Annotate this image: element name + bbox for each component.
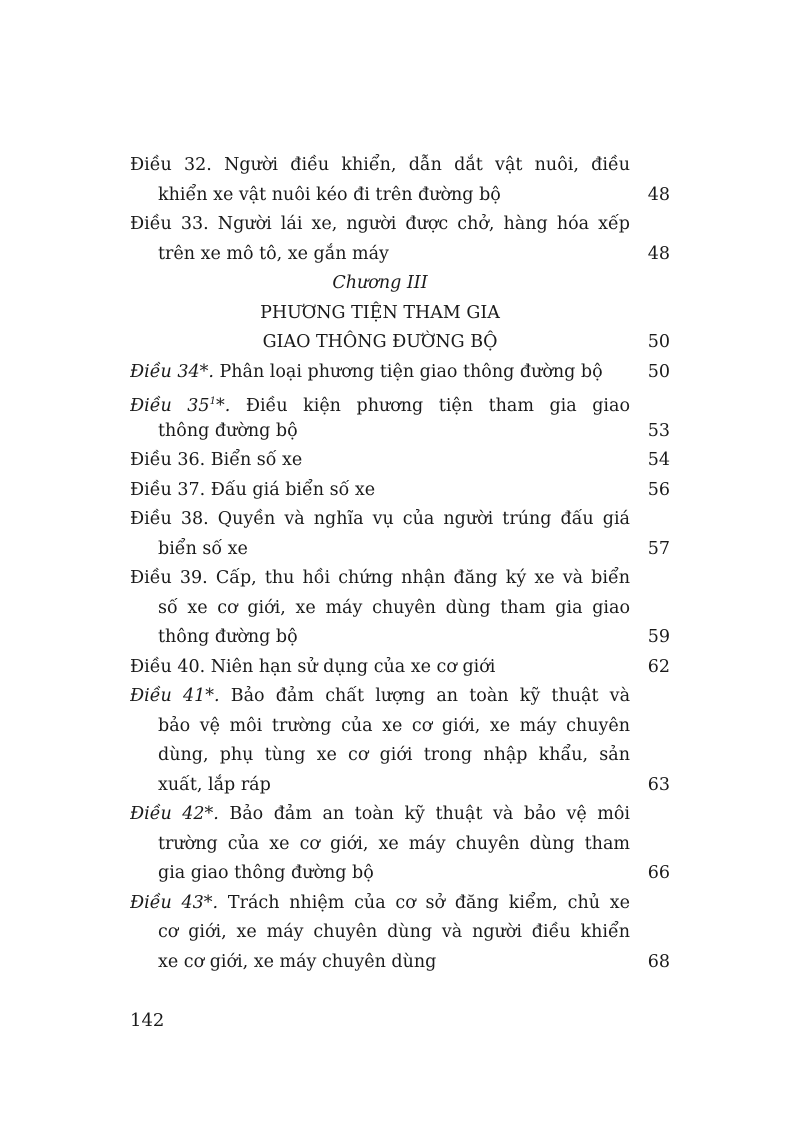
toc-entry-36-line-1	[130, 446, 670, 476]
toc-entry-35-line-1	[130, 387, 670, 417]
article-number: Điều 41*.	[130, 686, 220, 706]
article-title: Biển số xe	[210, 450, 303, 470]
chapter-heading: GIAO THÔNG ĐƯỜNG BỘ	[262, 332, 498, 352]
article-title: Phân loại phương tiện giao thông đường bộ	[219, 361, 603, 382]
footnote-superscript: 1	[209, 396, 216, 407]
article-number-main: Điều 35	[130, 395, 210, 416]
article-title: Điều kiện phương tiện tham gia giao	[245, 395, 630, 416]
article-number: Điều 32.	[130, 155, 212, 175]
toc-entry-38-line-2	[130, 535, 670, 565]
article-number: Điều 39.	[130, 568, 208, 588]
toc-entry-40-line-1	[130, 653, 670, 683]
toc-entry-42-line-2	[130, 830, 670, 860]
chapter-heading-line-2	[130, 328, 670, 358]
article-title: Cấp, thu hồi chứng nhận đăng ký xe và biển	[215, 568, 630, 588]
toc-entry-41-line-1	[130, 682, 670, 712]
article-title: Bảo đảm chất lượng an toàn kỹ thuật và	[230, 686, 630, 706]
toc-page-number: 50	[647, 332, 670, 352]
toc-entry-39-line-1	[130, 564, 670, 594]
article-number: Điều 37.	[130, 479, 206, 500]
toc-entry-35-line-2	[130, 417, 670, 447]
chapter-label: Chương III	[332, 273, 428, 293]
article-number: Điều 34*.	[130, 361, 214, 382]
toc-page-number: 62	[647, 656, 670, 677]
article-number: Điều 40.	[130, 656, 206, 677]
toc-page-number: 50	[647, 361, 670, 382]
toc-entry-39-line-3	[130, 623, 670, 653]
toc-page-number: 59	[647, 627, 670, 647]
article-number: Điều 33.	[130, 214, 209, 234]
article-number: Điều 38.	[130, 509, 209, 529]
toc-entry-33-line-1	[130, 210, 670, 240]
toc-entry-43-line-2	[130, 918, 670, 948]
article-title: Người lái xe, người được chở, hàng hóa xếp	[217, 214, 630, 234]
article-title: trường của xe cơ giới, xe máy chuyên dùng tham	[158, 833, 630, 854]
toc-entry-43-line-1	[130, 889, 670, 919]
toc-entry-41-line-3	[130, 741, 670, 771]
toc-entry-32-line-1	[130, 151, 670, 181]
article-number: Điều 36.	[130, 450, 206, 470]
toc-entry-41-line-2	[130, 712, 670, 742]
article-title: Niên hạn sử dụng của xe cơ giới	[210, 656, 496, 677]
article-title: thông đường bộ	[158, 627, 298, 647]
article-title: Bảo đảm an toàn kỹ thuật và bảo vệ môi	[229, 804, 630, 824]
article-title: thông đường bộ	[158, 420, 298, 441]
toc-entry-43-line-3	[130, 948, 670, 978]
article-title: số xe cơ giới, xe máy chuyên dùng tham gia giao	[158, 597, 630, 618]
toc-entry-34-line-1	[130, 358, 670, 388]
toc-page-number: 68	[647, 951, 670, 972]
article-title: xe cơ giới, xe máy chuyên dùng	[158, 951, 437, 972]
toc-page-number: 48	[647, 243, 670, 264]
article-title: biển số xe	[158, 538, 248, 559]
article-title: cơ giới, xe máy chuyên dùng và người điều khiển	[158, 922, 630, 942]
article-title: Người điều khiển, dẫn dắt vật nuôi, điều	[224, 155, 630, 175]
toc-page-number: 54	[647, 450, 670, 470]
article-number-suffix: *.	[215, 395, 231, 416]
toc-entry-41-line-4	[130, 771, 670, 801]
chapter-label-line	[130, 269, 670, 299]
chapter-heading: PHƯƠNG TIỆN THAM GIA	[260, 302, 500, 323]
toc-page-number: 63	[647, 774, 670, 795]
toc-page-number: 56	[647, 479, 670, 500]
toc-page-number: 48	[647, 184, 670, 205]
article-title: bảo vệ môi trường của xe cơ giới, xe máy chuyên	[158, 715, 630, 736]
article-title: Trách nhiệm của cơ sở đăng kiểm, chủ xe	[227, 892, 630, 913]
toc-entry-32-line-2	[130, 181, 670, 211]
article-number	[130, 396, 230, 416]
page-number: 142	[130, 1010, 165, 1031]
article-number: Điều 42*.	[130, 804, 219, 824]
toc-entry-42-line-1	[130, 800, 670, 830]
toc-entry-38-line-1	[130, 505, 670, 535]
article-title: Quyền và nghĩa vụ của người trúng đấu giá	[217, 509, 630, 529]
toc-entry-33-line-2	[130, 240, 670, 270]
article-title: xuất, lắp ráp	[158, 774, 271, 795]
toc-page-number: 53	[647, 420, 670, 441]
article-title: Đấu giá biển số xe	[210, 479, 376, 500]
article-title: gia giao thông đường bộ	[158, 863, 374, 883]
toc-entry-39-line-2	[130, 594, 670, 624]
toc-page-number: 57	[647, 538, 670, 559]
toc-page-number: 66	[647, 863, 670, 883]
toc-entry-42-line-3	[130, 859, 670, 889]
table-of-contents	[130, 151, 670, 977]
article-title: trên xe mô tô, xe gắn máy	[158, 243, 389, 264]
article-title: dùng, phụ tùng xe cơ giới trong nhập khẩu, sản	[158, 745, 630, 765]
article-title: khiển xe vật nuôi kéo đi trên đường bộ	[158, 184, 501, 205]
chapter-heading-line-1	[130, 299, 670, 329]
toc-entry-37-line-1	[130, 476, 670, 506]
article-number: Điều 43*.	[130, 892, 219, 913]
